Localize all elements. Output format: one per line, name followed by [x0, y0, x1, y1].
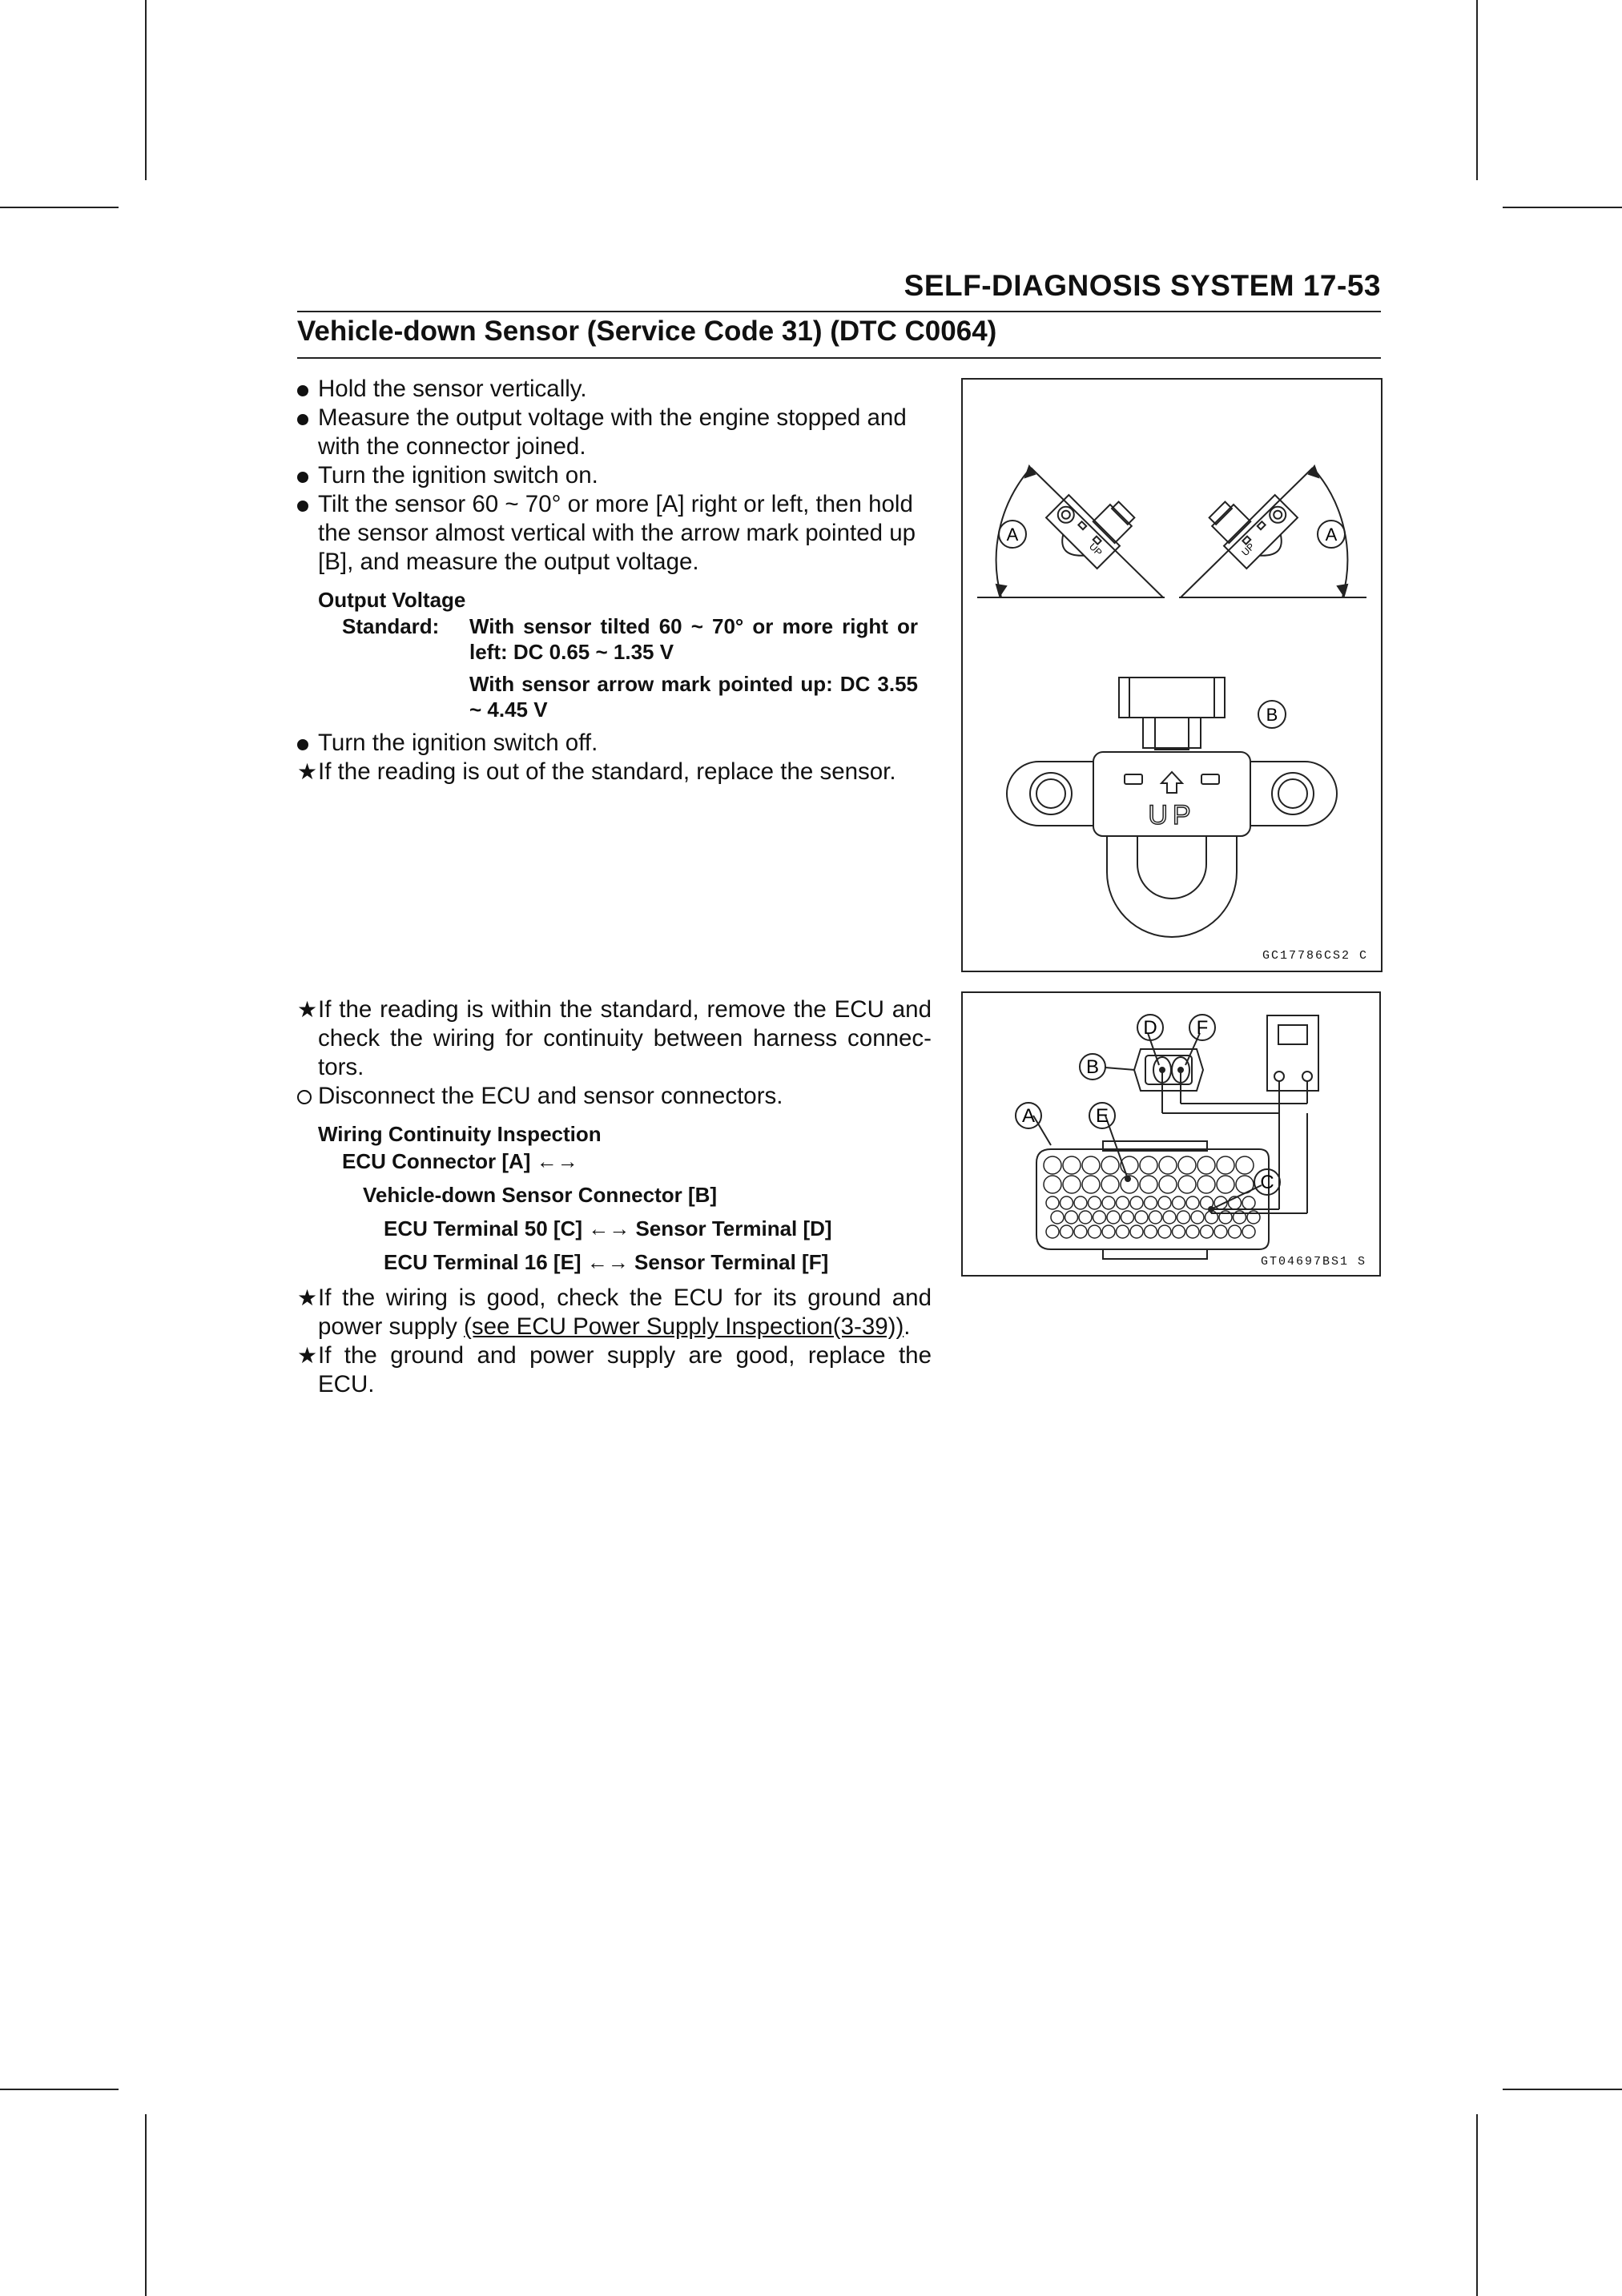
ecu-pin	[1074, 1196, 1087, 1209]
callout-f: F	[1196, 1017, 1209, 1039]
figure-code: GT04697BS1 S	[1260, 1255, 1366, 1269]
up-mark-small: UP	[1239, 541, 1258, 559]
crop-mark	[145, 0, 147, 180]
callout-b: B	[1085, 1056, 1100, 1078]
ecu-pin	[1082, 1156, 1100, 1174]
ecu-pin	[1101, 1176, 1119, 1193]
ecu-pin	[1217, 1156, 1234, 1174]
crop-mark	[145, 2114, 147, 2296]
star-icon: ★	[297, 1285, 318, 1310]
procedure-block-2	[297, 995, 932, 1399]
star-icon: ★	[297, 997, 318, 1022]
ecu-pin	[1159, 1176, 1177, 1193]
ecu-pin	[1158, 1225, 1171, 1238]
ecu-pin	[1214, 1225, 1227, 1238]
spec-heading: Output Voltage	[318, 588, 466, 612]
ecu-pin	[1163, 1211, 1176, 1224]
ecu-pin	[1093, 1211, 1106, 1224]
ecu-pin	[1117, 1196, 1129, 1209]
bullet-icon	[297, 501, 308, 512]
ecu-pin	[1173, 1196, 1185, 1209]
wiring-heading: Wiring Continuity Inspection	[318, 1122, 602, 1146]
ecu-pin	[1107, 1211, 1120, 1224]
ecu-pin	[1178, 1156, 1196, 1174]
wiring-diagram	[963, 993, 1379, 1275]
sensor-diagram	[963, 380, 1381, 971]
crop-mark	[0, 2089, 119, 2090]
ecu-pin	[1236, 1176, 1254, 1193]
crop-mark	[1503, 207, 1622, 208]
ecu-pin	[1242, 1225, 1255, 1238]
ecu-pin	[1242, 1196, 1255, 1209]
wiring-line: ECU Connector [A] ←→	[342, 1149, 578, 1173]
page-title: SELF-DIAGNOSIS SYSTEM 17-53	[904, 269, 1381, 302]
section-heading	[297, 311, 1381, 359]
callout-a: A	[1006, 525, 1019, 545]
ecu-pin	[1197, 1176, 1215, 1193]
wiring-line: Vehicle-down Sensor Connector [B]	[363, 1183, 718, 1207]
callout-a: A	[1021, 1105, 1036, 1127]
ecu-pin	[1065, 1211, 1078, 1224]
wiring-line: ECU Terminal 16 [E] ←→ Sensor Terminal [F]	[384, 1250, 829, 1274]
ecu-pin	[1217, 1176, 1234, 1193]
ecu-pin	[1121, 1211, 1134, 1224]
callout-b: B	[1266, 705, 1278, 725]
wiring-figure	[961, 991, 1381, 1277]
list-item: Tilt the sensor 60 ~ 70° or more [A] right or left, then hold the sensor almost vertical with the arrow mark pointed up [B], and measure the output voltage.	[297, 490, 932, 577]
ecu-pin	[1197, 1156, 1215, 1174]
bullet-icon	[297, 739, 308, 750]
ecu-pin	[1186, 1196, 1199, 1209]
ecu-pin	[1201, 1225, 1213, 1238]
callout-d: D	[1143, 1017, 1157, 1039]
ecu-pin	[1191, 1211, 1204, 1224]
ecu-pin	[1117, 1225, 1129, 1238]
list-item: ★ If the wiring is good, check the ECU for its ground and power supply (see ECU Power Supply Inspection(3-39)).	[297, 1285, 932, 1340]
spec-value: With sensor arrow mark pointed up: DC 3.55 ~ 4.45 V	[469, 672, 918, 722]
ecu-power-supply-link[interactable]: (see ECU Power Supply Inspection(3-39))	[464, 1313, 904, 1340]
ecu-pin	[1102, 1196, 1115, 1209]
crop-mark	[1476, 0, 1478, 180]
ecu-pin	[1089, 1225, 1101, 1238]
ecu-pin	[1236, 1156, 1254, 1174]
list-item: ★ If the ground and power supply are good, replace the ECU.	[297, 1342, 932, 1397]
list-item: Hold the sensor vertically.	[297, 375, 932, 404]
bullet-icon	[297, 414, 308, 425]
spec-value: With sensor tilted 60 ~ 70° or more right or left: DC 0.65 ~ 1.35 V	[469, 614, 918, 664]
wiring-line: ECU Terminal 50 [C] ←→ Sensor Terminal [D]	[384, 1216, 832, 1240]
ecu-pin	[1063, 1176, 1081, 1193]
bullet-icon	[297, 385, 308, 396]
ecu-pin	[1061, 1225, 1073, 1238]
ecu-pin	[1145, 1196, 1157, 1209]
ecu-pin	[1102, 1225, 1115, 1238]
ecu-pin	[1177, 1211, 1190, 1224]
ecu-pin	[1173, 1225, 1185, 1238]
section-title: Vehicle-down Sensor (Service Code 31) (DTC C0064)	[297, 316, 997, 347]
ecu-pin	[1089, 1196, 1101, 1209]
ecu-pin	[1186, 1225, 1199, 1238]
ecu-pin	[1159, 1156, 1177, 1174]
ecu-pin	[1140, 1156, 1157, 1174]
procedure-block-1	[297, 375, 932, 786]
bullet-icon	[297, 472, 308, 483]
ecu-pin	[1229, 1225, 1242, 1238]
list-item: Turn the ignition switch on.	[297, 461, 932, 490]
ecu-pin	[1130, 1196, 1143, 1209]
star-icon: ★	[297, 759, 318, 784]
crop-mark	[1503, 2089, 1622, 2090]
up-mark-label: UP	[1148, 800, 1196, 830]
ecu-pin	[1149, 1211, 1162, 1224]
ecu-pin	[1135, 1211, 1148, 1224]
sensor-tilt-figure	[961, 378, 1383, 972]
ecu-pin	[1140, 1176, 1157, 1193]
ecu-pin	[1079, 1211, 1092, 1224]
ecu-pin	[1051, 1211, 1064, 1224]
circle-icon	[297, 1090, 312, 1104]
page-header	[297, 266, 1381, 312]
ecu-pin	[1082, 1176, 1100, 1193]
ecu-pin	[1044, 1176, 1061, 1193]
ecu-pin	[1063, 1156, 1081, 1174]
list-item: ★ If the reading is within the standard, remove the ECU and check the wiring for continuity between harness connec-tors.	[297, 996, 932, 1080]
spec-row	[297, 613, 932, 665]
crop-mark	[1476, 2114, 1478, 2296]
ecu-pin	[1046, 1196, 1059, 1209]
ecu-pin	[1044, 1156, 1061, 1174]
ecu-pin	[1074, 1225, 1087, 1238]
callout-a: A	[1325, 525, 1338, 545]
list-item: ★ If the reading is out of the standard, replace the sensor.	[297, 758, 896, 785]
list-item: Disconnect the ECU and sensor connectors.	[297, 1082, 932, 1111]
crop-mark	[0, 207, 119, 208]
star-icon: ★	[297, 1343, 318, 1368]
spec-label: Standard:	[342, 614, 440, 638]
ecu-pin	[1101, 1156, 1119, 1174]
ecu-pin	[1145, 1225, 1157, 1238]
list-item: Turn the ignition switch off.	[297, 729, 932, 758]
callout-e: E	[1095, 1105, 1109, 1127]
ecu-pin	[1061, 1196, 1073, 1209]
ecu-pin	[1158, 1196, 1171, 1209]
up-mark-small: UP	[1086, 541, 1105, 559]
spec-row	[297, 671, 932, 722]
list-item: Measure the output voltage with the engine stopped and with the connector joined.	[297, 404, 932, 461]
ecu-pin	[1178, 1176, 1196, 1193]
ecu-pin	[1130, 1225, 1143, 1238]
callout-c: C	[1260, 1172, 1274, 1193]
ecu-pin	[1046, 1225, 1059, 1238]
figure-code: GC17786CS2 C	[1262, 949, 1368, 963]
